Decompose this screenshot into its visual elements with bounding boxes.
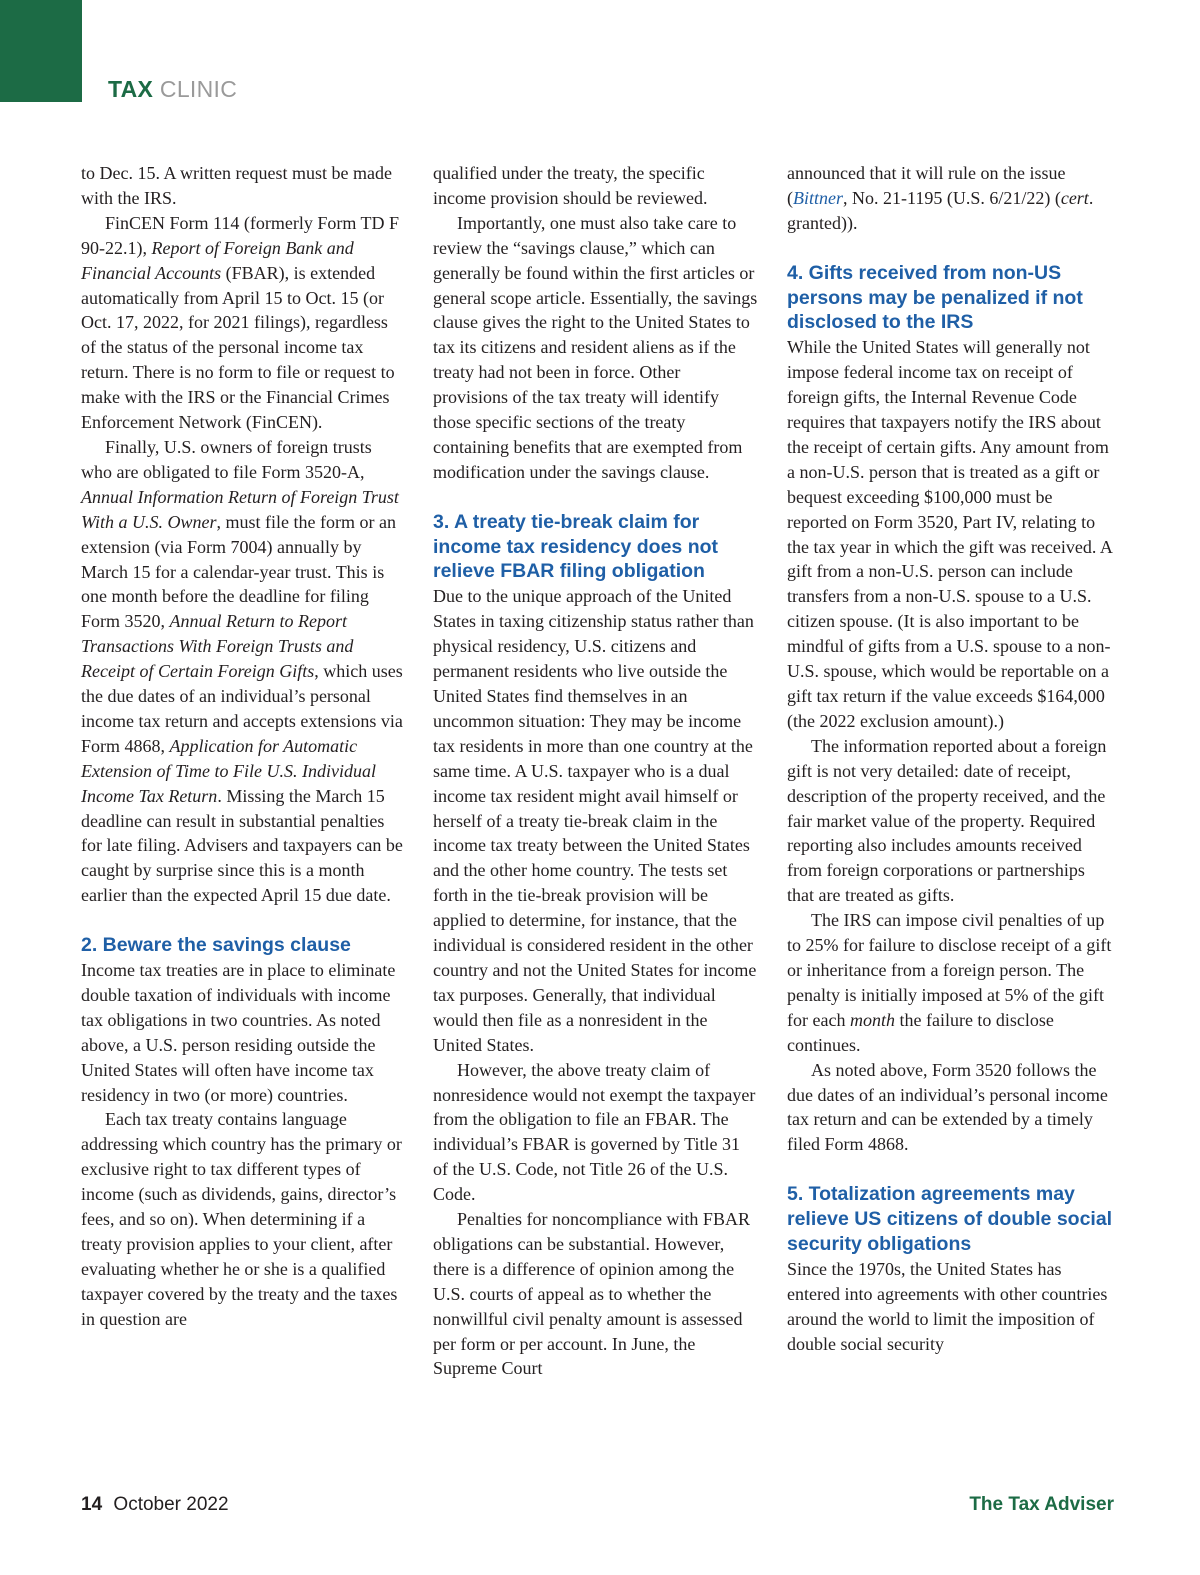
issue-date: October 2022 [113, 1494, 229, 1515]
publication-name: The Tax Adviser [969, 1494, 1114, 1515]
heading-foreign-gifts: 4. Gifts received from non-US persons may be penalized if not disclosed to the IRS [787, 261, 1083, 334]
footer-page-info [81, 1494, 229, 1516]
paragraph: Due to the unique approach of the United States in taxing citizenship status rather than physical residency, U.S. citizens and permanent residents who live outside the United States find themselves in an uncommon situation: They may be income tax residents in more than one country at the same time. A U.S. taxpayer who is a dual income tax resident might avail himself or herself of a treaty tie-break claim in the income tax treaty between the United States and the other home country. The tests set forth in the tie-break provision will be applied to determine, for instance, that the individual is considered resident in the other country and not the United States for income tax purposes. Generally, that individual would then file as a nonresident in the United States. [433, 586, 757, 1055]
paragraph: While the United States will generally not impose federal income tax on receipt of foreign gifts, the Internal Revenue Code requires that taxpayers notify the IRS about the receipt of certain gifts. Any amount from a non-U.S. person that is treated as a gift or bequest exceeding $100,000 must be reported on Form 3520, Part IV, relating to the tax year in which the gift was received. A gift from a non-U.S. person can include transfers from a non-U.S. spouse to a U.S. citizen spouse. (It is also important to be mindful of gifts from a U.S. spouse to a non-U.S. spouse, which would be reportable on a gift tax return if the value exceeds $164,000 (the 2022 exclusion amount).) [787, 337, 1112, 731]
column-1 [81, 161, 407, 1332]
paragraph: Penalties for noncompliance with FBAR obligations can be substantial. However, there is a difference of opinion among the U.S. courts of appeal as to whether the nonwillful civil penalty amount is assessed per form or per account. In June, the Supreme Court [433, 1209, 750, 1379]
heading-savings-clause: 2. Beware the savings clause [81, 934, 351, 957]
paragraph: FinCEN Form 114 (formerly Form TD F 90-22.1), Report of Foreign Bank and Financial Accounts (FBAR), is extended automatically from April 15 to Oct. 15 (or Oct. 17, 2022, for 2021 filings), regardless of the status of the personal income tax return. There is no form to file or request to make with the IRS or the Financial Crimes Enforcement Network (FinCEN). [81, 212, 400, 433]
column-2 [433, 161, 759, 1381]
heading-totalization-agreements: 5. Totalization agreements may relieve US citizens of double social security obligations [787, 1183, 1113, 1255]
paragraph: qualified under the treaty, the specific income provision should be reviewed. [433, 163, 708, 208]
paragraph: Income tax treaties are in place to eliminate double taxation of individuals with income tax obligations in two countries. As noted above, a U.S. person residing outside the United States will often have income tax residency in two (or more) countries. [81, 959, 396, 1105]
page-number: 14 [81, 1494, 103, 1515]
paragraph: Finally, U.S. owners of foreign trusts who are obligated to file Form 3520-A, Annual Information Return of Foreign Trust With a U.S. Owner, must file the form or an extension (via Form 7004) annually by March 15 for a calendar-year trust. This is one month before the deadline for filing Form 3520, Annual Return to Report Transactions With Foreign Trusts and Receipt of Certain Foreign Gifts, which uses the due dates of an individual’s personal income tax return and accepts extensions via Form 4868, Application for Automatic Extension of Time to File U.S. Individual Income Tax Return. Missing the March 15 deadline can result in substantial penalties for late filing. Advisers and taxpayers can be caught by surprise since this is a month earlier than the expected April 15 due date. [81, 436, 403, 906]
section-header-bold: TAX [108, 76, 154, 102]
paragraph: Since the 1970s, the United States has entered into agreements with other countries around the world to limit the imposition of double social security [787, 1258, 1108, 1354]
column-3 [787, 161, 1113, 1356]
section-color-tab [0, 0, 82, 102]
paragraph: Each tax treaty contains language addressing which country has the primary or exclusive right to tax different types of income (such as dividends, gains, director’s fees, and so on). When determining if a treaty provision applies to your client, after evaluating whether he or she is a qualified taxpayer covered by the treaty and the taxes in question are [81, 1109, 402, 1329]
section-header-light: CLINIC [159, 76, 238, 102]
paragraph: As noted above, Form 3520 follows the due dates of an individual’s personal income tax return and can be extended by a timely filed Form 4868. [787, 1059, 1108, 1155]
case-citation-link[interactable]: Bittner [793, 187, 843, 208]
heading-tie-break-claim: 3. A treaty tie-break claim for income tax residency does not relieve FBAR filing obligation [433, 510, 719, 583]
paragraph: to Dec. 15. A written request must be made with the IRS. [81, 163, 392, 208]
paragraph: The IRS can impose civil penalties of up to 25% for failure to disclose receipt of a gift or inheritance from a foreign person. The penalty is initially imposed at 5% of the gift for each month the failure to disclose continues. [787, 910, 1112, 1055]
paragraph: Importantly, one must also take care to review the “savings clause,” which can generally be found within the first articles or general scope article. Essentially, the savings clause gives the right to the United States to tax its citizens and resident aliens as if the treaty had not been in force. Other provisions of the tax treaty will identify those specific sections of the treaty containing benefits that are exempted from modification under the savings clause. [433, 212, 758, 482]
paragraph: The information reported about a foreign gift is not very detailed: date of receipt, description of the property received, and the fair market value of the property. Required reporting also includes amounts received from foreign corporations or partnerships that are treated as gifts. [787, 735, 1107, 906]
section-header [108, 78, 237, 101]
paragraph: However, the above treaty claim of nonresidence would not exempt the taxpayer from the obligation to file an FBAR. The individual’s FBAR is governed by Title 31 of the U.S. Code, not Title 26 of the U.S. Code. [433, 1059, 756, 1205]
paragraph: announced that it will rule on the issue (Bittner, No. 21-1195 (U.S. 6/21/22) (cert. granted)). [787, 163, 1094, 233]
